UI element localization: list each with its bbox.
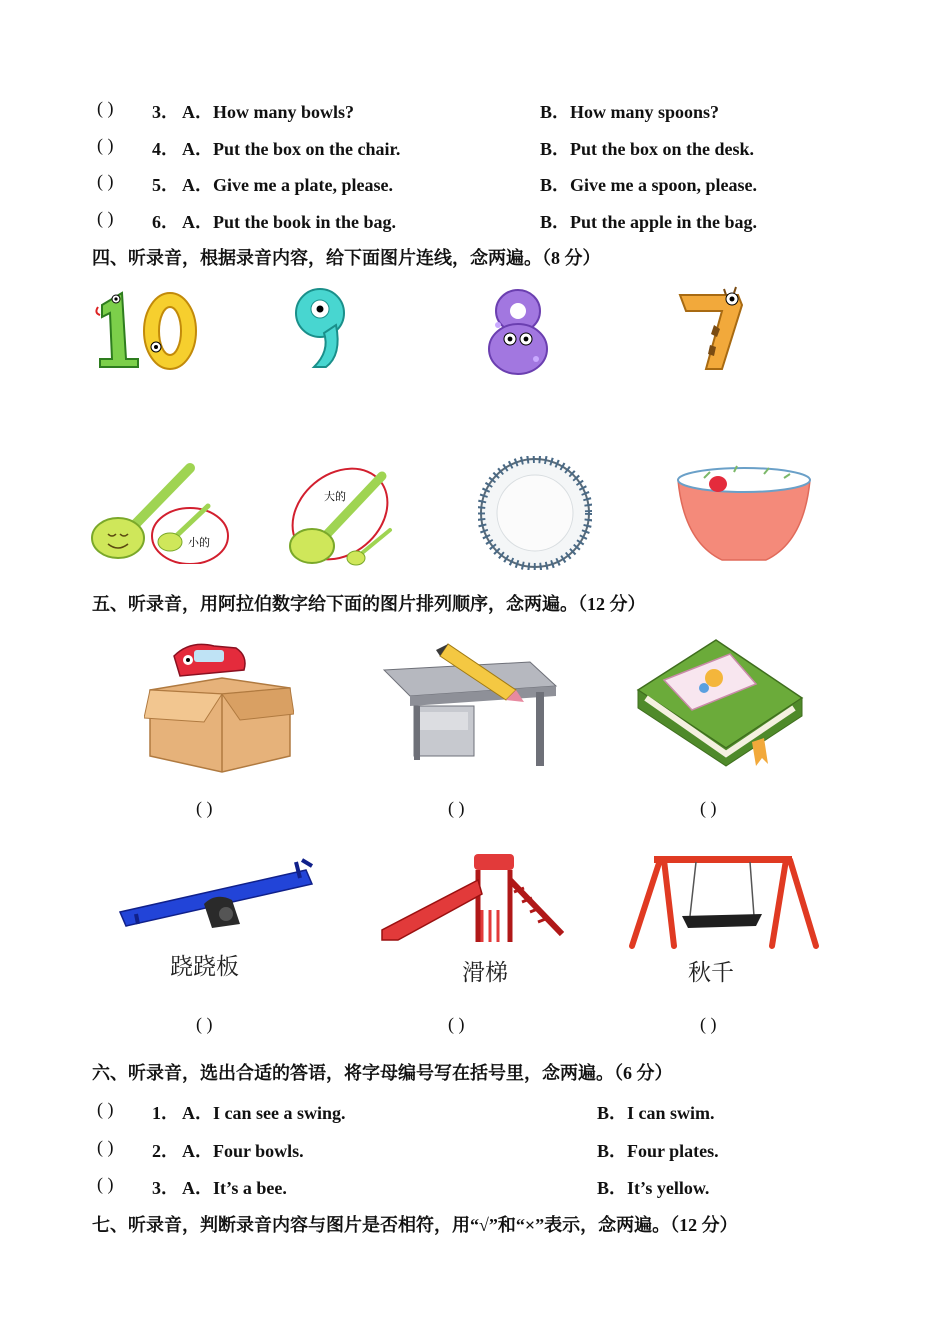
answer-paren[interactable]: ( ) xyxy=(196,798,213,818)
question-row xyxy=(0,208,950,238)
caption-swing: 秋千 xyxy=(688,960,734,986)
question-number: 6． xyxy=(152,212,179,232)
answer-paren[interactable]: ( ) xyxy=(97,135,114,155)
number-7-picture[interactable] xyxy=(676,285,754,373)
option-b: B．It’s yellow. xyxy=(597,1178,710,1198)
book-with-pencil-case-picture[interactable] xyxy=(634,636,806,772)
option-b: B．Four plates. xyxy=(597,1141,719,1161)
section-heading: 七、听录音，判断录音内容与图片是否相符，用“√”和“×”表示，念两遍。（12 分） xyxy=(92,1215,738,1235)
question-number: 1． xyxy=(152,1103,179,1123)
option-b: B．I can swim. xyxy=(597,1103,715,1123)
question-row xyxy=(0,1099,950,1129)
spoons-big-picture[interactable] xyxy=(286,456,398,568)
spoon-label-big: 大的 xyxy=(324,490,346,503)
question-number: 3． xyxy=(152,1178,179,1198)
seesaw-picture[interactable] xyxy=(116,854,316,934)
section-heading: 四、听录音，根据录音内容，给下面图片连线，念两遍。（8 分） xyxy=(92,248,601,268)
box-with-car-picture[interactable] xyxy=(144,636,294,774)
answer-paren[interactable]: ( ) xyxy=(97,98,114,118)
number-10-picture[interactable] xyxy=(92,285,204,375)
slide-picture[interactable] xyxy=(378,850,564,946)
caption-slide: 滑梯 xyxy=(462,960,508,986)
caption-seesaw: 跷跷板 xyxy=(170,954,239,980)
answer-paren[interactable]: ( ) xyxy=(196,1014,213,1034)
answer-paren[interactable]: ( ) xyxy=(700,1014,717,1034)
answer-paren[interactable]: ( ) xyxy=(448,798,465,818)
number-8-picture[interactable] xyxy=(480,285,558,377)
question-row xyxy=(0,1137,950,1167)
option-b: B．Give me a spoon, please. xyxy=(540,175,758,195)
section-heading: 六、听录音，选出合适的答语，将字母编号写在括号里，念两遍。（6 分） xyxy=(92,1063,673,1083)
question-number: 4． xyxy=(152,139,179,159)
option-a: A．I can see a swing. xyxy=(182,1103,346,1123)
answer-paren[interactable]: ( ) xyxy=(97,1137,114,1157)
option-a: A．It’s a bee. xyxy=(182,1178,287,1198)
spoons-small-picture[interactable] xyxy=(90,460,230,564)
question-row xyxy=(0,171,950,201)
answer-paren[interactable]: ( ) xyxy=(700,798,717,818)
option-a: A．Four bowls. xyxy=(182,1141,304,1161)
question-row xyxy=(0,98,950,128)
option-a: A．Put the box on the chair. xyxy=(182,139,401,159)
desk-with-pencil-picture[interactable] xyxy=(380,640,558,772)
swing-picture[interactable] xyxy=(626,852,820,952)
option-b: B．How many spoons? xyxy=(540,102,720,122)
section-heading: 五、听录音，用阿拉伯数字给下面的图片排列顺序，念两遍。（12 分） xyxy=(92,594,646,614)
spoon-label-small: 小的 xyxy=(188,536,210,549)
option-a: A．How many bowls? xyxy=(182,102,355,122)
question-number: 3． xyxy=(152,102,179,122)
plate-picture[interactable] xyxy=(478,456,592,570)
answer-paren[interactable]: ( ) xyxy=(97,208,114,228)
question-row xyxy=(0,135,950,165)
answer-paren[interactable]: ( ) xyxy=(448,1014,465,1034)
option-a: A．Give me a plate, please. xyxy=(182,175,393,195)
answer-paren[interactable]: ( ) xyxy=(97,1099,114,1119)
number-9-picture[interactable] xyxy=(286,285,360,371)
question-row xyxy=(0,1174,950,1204)
option-b: B．Put the apple in the bag. xyxy=(540,212,758,232)
answer-paren[interactable]: ( ) xyxy=(97,1174,114,1194)
question-number: 5． xyxy=(152,175,179,195)
option-b: B．Put the box on the desk. xyxy=(540,139,755,159)
option-a: A．Put the book in the bag. xyxy=(182,212,397,232)
answer-paren[interactable]: ( ) xyxy=(97,171,114,191)
bowl-picture[interactable] xyxy=(674,462,814,566)
question-number: 2． xyxy=(152,1141,179,1161)
